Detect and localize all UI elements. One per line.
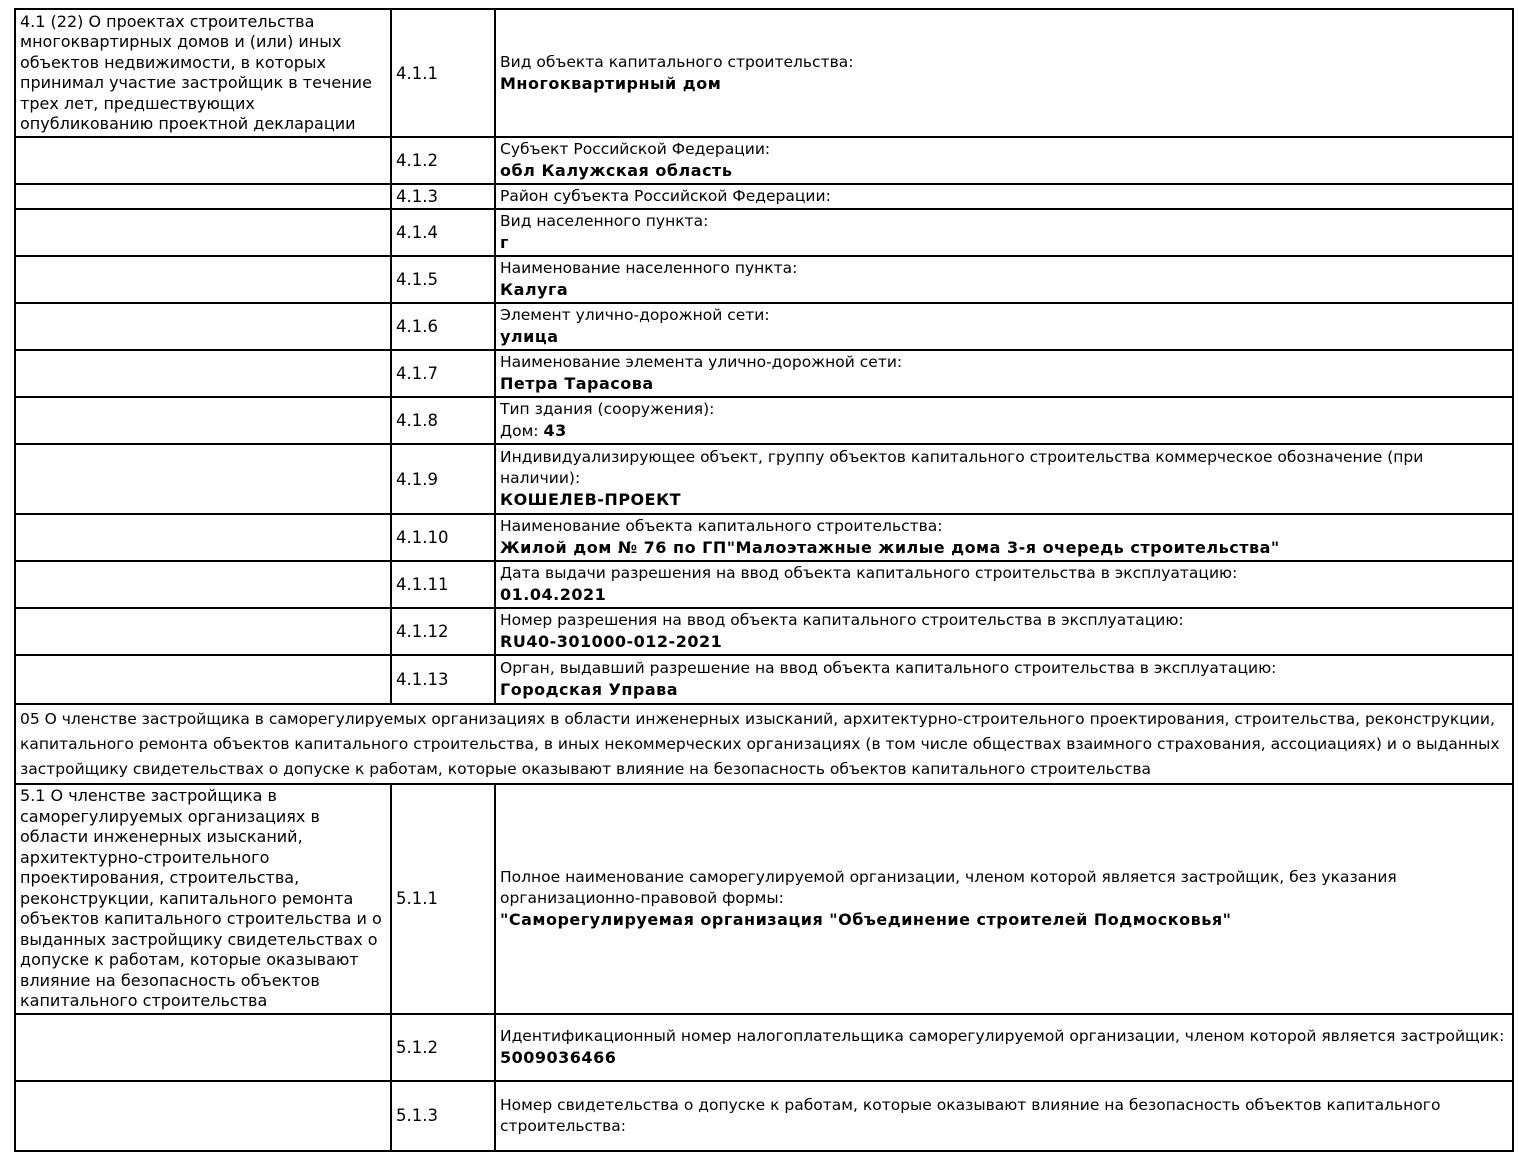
- row-number: 4.1.13: [391, 655, 495, 704]
- empty-description-cell: [15, 350, 391, 397]
- row-content: [495, 444, 1513, 514]
- row-number: 4.1.9: [391, 444, 495, 514]
- row-number: 4.1.3: [391, 184, 495, 209]
- empty-description-cell: [15, 209, 391, 256]
- empty-description-cell: [15, 1081, 391, 1151]
- table-row: [15, 350, 1513, 397]
- table-row: [15, 184, 1513, 209]
- row-content: [495, 561, 1513, 608]
- table-row: [15, 1014, 1513, 1081]
- row-content: [495, 209, 1513, 256]
- empty-description-cell: [15, 514, 391, 561]
- row-content: [495, 303, 1513, 350]
- row-number: 4.1.7: [391, 350, 495, 397]
- field-label: Район субъекта Российской Федерации:: [500, 187, 831, 205]
- row-content: [495, 608, 1513, 655]
- row-number: 4.1.6: [391, 303, 495, 350]
- field-label: Субъект Российской Федерации:: [500, 140, 771, 158]
- field-value: Дом: 43: [500, 421, 567, 440]
- field-value: Городская Управа: [500, 680, 679, 699]
- field-label: Наименование населенного пункта:: [500, 259, 798, 277]
- row-content: [495, 256, 1513, 303]
- row-number: 5.1.3: [391, 1081, 495, 1151]
- field-value: Жилой дом № 76 по ГП"Малоэтажные жилые дома 3-я очередь строительства": [500, 538, 1280, 557]
- row-number: 4.1.12: [391, 608, 495, 655]
- empty-description-cell: [15, 655, 391, 704]
- table-row: [15, 655, 1513, 704]
- table-row: [15, 9, 1513, 137]
- field-label: Вид населенного пункта:: [500, 212, 709, 230]
- table-row: [15, 256, 1513, 303]
- empty-description-cell: [15, 397, 391, 444]
- field-label: Вид объекта капитального строительства:: [500, 52, 854, 71]
- field-label: Индивидуализирующее объект, группу объектов капитального строительства коммерческое обозначение (при наличии):: [500, 448, 1424, 487]
- field-label: Наименование элемента улично-дорожной сети:: [500, 353, 903, 371]
- row-content: [495, 1014, 1513, 1081]
- field-label: Полное наименование саморегулируемой организации, членом которой является застройщик, без указания организационно-правовой формы:: [500, 867, 1397, 907]
- row-number: 4.1.8: [391, 397, 495, 444]
- table-row: [15, 303, 1513, 350]
- field-value: улица: [500, 327, 559, 346]
- field-value: обл Калужская область: [500, 161, 733, 180]
- row-number: 4.1.2: [391, 137, 495, 184]
- row-content: [495, 655, 1513, 704]
- field-value: 01.04.2021: [500, 585, 607, 604]
- field-label: Идентификационный номер налогоплательщика саморегулируемой организации, членом которой является застройщик:: [500, 1026, 1505, 1045]
- field-label: Номер свидетельства о допуске к работам, которые оказывают влияние на безопасность объектов капитального строительства:: [500, 1095, 1441, 1135]
- table-row: [15, 1081, 1513, 1151]
- field-value: г: [500, 233, 509, 252]
- project-declaration-table: [14, 8, 1514, 1152]
- row-number: 5.1.1: [391, 784, 495, 1014]
- row-number: 4.1.5: [391, 256, 495, 303]
- empty-description-cell: [15, 561, 391, 608]
- row-number: 4.1.10: [391, 514, 495, 561]
- field-value: "Саморегулируемая организация "Объединение строителей Подмосковья": [500, 909, 1232, 929]
- row-content: [495, 784, 1513, 1014]
- row-content: [495, 350, 1513, 397]
- section-4-1-description: 4.1 (22) О проектах строительства многоквартирных домов и (или) иных объектов недвижимости, в которых принимал участие застройщик в течение трех лет, предшествующих опубликованию проектной декларации: [15, 9, 391, 137]
- empty-description-cell: [15, 1014, 391, 1081]
- table-row: [15, 444, 1513, 514]
- row-number: 5.1.2: [391, 1014, 495, 1081]
- table-row: [15, 397, 1513, 444]
- row-number: 4.1.4: [391, 209, 495, 256]
- row-content: [495, 9, 1513, 137]
- field-value: RU40-301000-012-2021: [500, 632, 723, 651]
- empty-description-cell: [15, 444, 391, 514]
- field-value: Многоквартирный дом: [500, 73, 722, 93]
- field-label: Орган, выдавший разрешение на ввод объекта капитального строительства в эксплуатацию:: [500, 659, 1277, 677]
- empty-description-cell: [15, 137, 391, 184]
- table-row: [15, 561, 1513, 608]
- row-number: 4.1.1: [391, 9, 495, 137]
- field-label: Элемент улично-дорожной сети:: [500, 306, 770, 324]
- field-value: КОШЕЛЕВ-ПРОЕКТ: [500, 490, 682, 509]
- row-content: [495, 184, 1513, 209]
- row-content: [495, 137, 1513, 184]
- row-content: [495, 514, 1513, 561]
- empty-description-cell: [15, 303, 391, 350]
- table-row: [15, 209, 1513, 256]
- table-row: [15, 514, 1513, 561]
- field-value: Петра Тарасова: [500, 374, 654, 393]
- empty-description-cell: [15, 608, 391, 655]
- field-label: Дата выдачи разрешения на ввод объекта капитального строительства в эксплуатацию:: [500, 564, 1238, 582]
- field-label: Наименование объекта капитального строительства:: [500, 517, 943, 535]
- row-content: [495, 397, 1513, 444]
- table-row: [15, 704, 1513, 784]
- field-value: 5009036466: [500, 1047, 617, 1067]
- field-label: Номер разрешения на ввод объекта капитального строительства в эксплуатацию:: [500, 611, 1184, 629]
- row-number: 4.1.11: [391, 561, 495, 608]
- empty-description-cell: [15, 184, 391, 209]
- section-5-1-description: 5.1 О членстве застройщика в саморегулируемых организациях в области инженерных изысканий, архитектурно-строительного проектирования, строительства, реконструкции, капитального ремонта объектов капитального строительства и о выданных застройщику свидетельствах о допуске к работам, которые оказывают влияние на безопасность объектов капитального строительства: [15, 784, 391, 1014]
- table-row: [15, 784, 1513, 1014]
- section-05-header: 05 О членстве застройщика в саморегулируемых организациях в области инженерных изысканий, архитектурно-строительного проектирования, строительства, реконструкции, капитального ремонта объектов капитального строительства, в иных некоммерческих организациях (в том числе обществах взаимного страхования, ассоциациях) и о выданных застройщику свидетельствах о допуске к работам, которые оказывают влияние на безопасность объектов капитального строительства: [15, 704, 1513, 784]
- table-row: [15, 137, 1513, 184]
- empty-description-cell: [15, 256, 391, 303]
- table-row: [15, 608, 1513, 655]
- row-content: [495, 1081, 1513, 1151]
- field-value: Калуга: [500, 280, 569, 299]
- field-label: Тип здания (сооружения):: [500, 400, 715, 418]
